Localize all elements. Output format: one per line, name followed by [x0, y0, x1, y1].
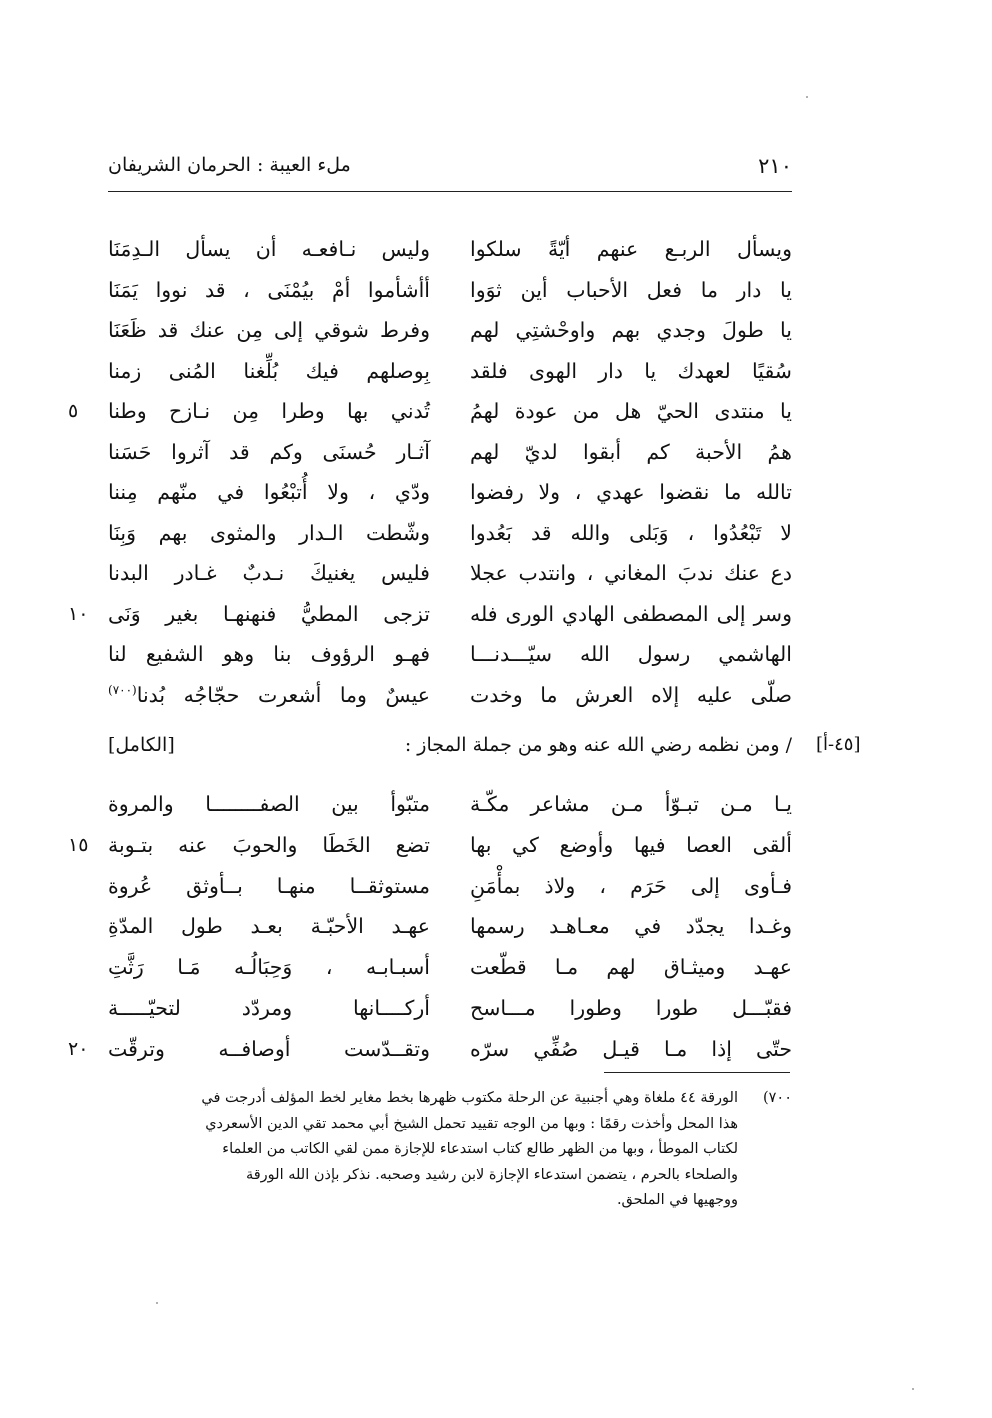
verse-first-hemistich: دع عنك ندبَ المغاني ، وانتدب عجلا	[470, 561, 792, 585]
hemistich-text: وليس نـافعـه أن يسأل الـدِمَنَا	[108, 237, 430, 261]
hemistich-text: تزجى المطيُّ فنهنهـا بغير وَنَى	[108, 601, 430, 626]
verse-second-hemistich	[108, 351, 430, 392]
footnote-number: ٧٠٠)	[762, 1090, 792, 1106]
verse	[108, 351, 792, 392]
footnote-line: هذا المحل وأخذت رقمًا : وبها من الوجه تقييد تحمل الشيخ أبي محمد تقي الدين الأسعردي	[205, 1115, 738, 1132]
verse-second-hemistich	[108, 229, 430, 270]
line-number: ١٥	[68, 833, 89, 856]
verse-first-hemistich: فـأوى إلى حَرَم ، ولاذ بمأْمَنِ	[470, 873, 792, 898]
verse	[108, 513, 792, 554]
verse-first-hemistich: يا طولَ وجدي بهم واوحْشتِي لهم	[470, 318, 792, 342]
poem-first	[68, 229, 792, 715]
hemistich-text: أأشأموا أمْ بيُمْنَى ، قد نووا يَمَنَا	[108, 277, 430, 302]
footnote	[108, 1086, 792, 1214]
verse	[108, 988, 792, 1029]
poem-second	[68, 784, 792, 1070]
verse-second-hemistich	[108, 391, 430, 432]
verse-second-hemistich	[108, 513, 430, 554]
verse-first-hemistich: سُقيًا لعهدك يا دار الهوى فلقد	[470, 358, 792, 383]
hemistich-text: وشّطت الـدار والمثوى بهم وَبِنَا	[108, 520, 430, 545]
hemistich-text: أركــــانها ومردّد لتحيّـــــة	[108, 995, 430, 1020]
line-number: ١٠	[68, 602, 89, 625]
verse	[108, 784, 792, 825]
verse-second-hemistich	[108, 675, 430, 716]
footnote-line: ووجهيها في الملحق.	[616, 1192, 738, 1208]
verse-second-hemistich	[108, 310, 430, 351]
verse	[108, 906, 792, 947]
verse	[108, 675, 792, 716]
footnote-marker: (٧٠٠)	[108, 682, 137, 697]
verse	[108, 432, 792, 473]
hemistich-text: آثـار حُسنَى وكم قد آثروا حَسَنا	[108, 439, 430, 464]
paper-speck	[912, 1388, 914, 1390]
verse-second-hemistich	[108, 270, 430, 311]
header-rule	[108, 191, 792, 192]
verse-first-hemistich: يـا مـن تبـوّأ مـن مشاعر مكّـة	[470, 792, 792, 816]
verse-second-hemistich	[108, 906, 430, 947]
verse-first-hemistich: تالله ما نقضوا عهدي ، ولا رفضوا	[470, 480, 792, 504]
verse	[68, 391, 792, 432]
verse-second-hemistich	[108, 947, 430, 988]
paper-speck	[806, 96, 808, 98]
verse-first-hemistich: يا دار ما فعل الأحباب أين ثوَوا	[470, 277, 792, 302]
verse-first-hemistich: حتّى إذا مـا قيـل صُفِّي سرّه	[470, 1036, 792, 1061]
verse-first-hemistich: صلّى عليه إلاه العرش ما وخدت	[470, 682, 792, 707]
verse-second-hemistich	[108, 988, 430, 1029]
verse	[108, 472, 792, 513]
hemistich-text: فليس يغنيكَ نـدبٌ غـادر البدنا	[108, 561, 430, 585]
hemistich-text: تضع الخَطَا والحوبَ عنه بتـوبة	[108, 832, 430, 857]
footnote-line: لكتاب الموطأ ، وبها من الظهر طالع كتاب استدعاء للإجازة ممن لقي الكاتب من العلماء	[222, 1141, 738, 1157]
line-number: ٢٠	[68, 1037, 89, 1060]
hemistich-text: عيسٌ وما أشعرت حجّاجُه بُدنا	[136, 682, 430, 707]
verse	[108, 866, 792, 907]
verse-second-hemistich	[108, 553, 430, 594]
footnote-rule	[604, 1072, 790, 1073]
verse-first-hemistich: وغـدا يجدّد في معـاهـد رسمها	[470, 914, 792, 939]
hemistich-text: بِوصلهم فيك بُلِّغنا المُنى زمنا	[108, 358, 430, 383]
line-number: ٥	[68, 400, 79, 422]
verse-first-hemistich: فقبّـــل طورا وطورا مـــاسح	[470, 995, 792, 1020]
verse-first-hemistich: وسر إلى المصطفى الهادي الورى فله	[470, 601, 792, 626]
folio-marker: [٤٥-أ]	[816, 734, 861, 755]
running-title: ملء العيبة : الحرمان الشريفان	[108, 154, 351, 176]
verse-first-hemistich: ويسأل الربـع عنهم أيّةً سلكوا	[470, 237, 792, 261]
hemistich-text: فهـو الرؤوف بنا وهو الشفيع لنا	[108, 642, 430, 666]
poem-intro	[108, 734, 792, 766]
verse-second-hemistich	[108, 594, 430, 635]
hemistich-text: مستوثقــا منهـا بــأوثق عُروة	[108, 873, 430, 898]
hemistich-text: أسبـابـه ، وَحِبَالُـه مَـا رَثَّتِ	[108, 955, 430, 980]
verse-second-hemistich	[108, 784, 430, 825]
intro-text: / ومن نظمه رضي الله عنه وهو من جملة المجاز :	[404, 734, 792, 756]
footnote-body	[108, 1086, 738, 1214]
verse	[108, 634, 792, 675]
verse	[68, 1029, 792, 1070]
hemistich-text: متبّوأ بين الصفــــــــا والمروة	[108, 792, 430, 816]
verse-second-hemistich	[108, 472, 430, 513]
verse-second-hemistich	[108, 866, 430, 907]
verse-second-hemistich	[108, 634, 430, 675]
footnote-line: الورقة ٤٤ ملغاة وهي أجنبية عن الرحلة مكتوب ظهرها بخط مغاير لخط المؤلف أدرجت في	[201, 1090, 738, 1106]
page-number: ٢١٠	[758, 154, 792, 178]
verse	[68, 594, 792, 635]
verse-second-hemistich	[108, 1029, 430, 1070]
meter-label: [الكامل]	[108, 734, 175, 756]
hemistich-text: تُدني بها وطرا مِن نـازح وطنا	[108, 399, 430, 423]
page-header	[108, 154, 792, 186]
verse	[108, 947, 792, 988]
hemistich-text: وفرط شوقي إلى مِن عنك قد ظَعَنَا	[108, 318, 430, 342]
verse	[108, 270, 792, 311]
verse-first-hemistich: الهاشمي رسول الله سيّـــدنـــا	[470, 642, 792, 666]
verse-second-hemistich	[108, 825, 430, 866]
verse	[108, 229, 792, 270]
verse-first-hemistich: ألقى العصا فيها وأوضع كي بها	[470, 832, 792, 857]
verse	[108, 553, 792, 594]
verse-first-hemistich: يا منتدى الحيّ هل من عودة لهمُ	[470, 399, 792, 423]
verse	[68, 825, 792, 866]
verse-second-hemistich	[108, 432, 430, 473]
hemistich-text: ودّي ، ولا أُتبْعُوا في منّهم مِننا	[108, 480, 430, 504]
hemistich-text: وتقــدّست أوصافــه وترقّت	[108, 1036, 430, 1061]
paper-speck	[156, 1302, 158, 1304]
verse-first-hemistich: عهـد وميثـاق لهم مـا قطّعت	[470, 955, 792, 980]
verse-first-hemistich: همُ الأحبة كم أبقوا لديّ لهم	[470, 439, 792, 464]
hemistich-text: عهـد الأحبّـة بعـد طول المدّةِ	[108, 914, 430, 939]
verse-first-hemistich: لا تَبْعُدُوا ، وَبَلى والله قد بَعُدوا	[470, 520, 792, 545]
verse	[108, 310, 792, 351]
footnote-line: والصلحاء بالحرم ، يتضمن استدعاء الإجازة لابن رشيد وصحبه. نذكر بإذن الله الورقة	[245, 1166, 738, 1183]
